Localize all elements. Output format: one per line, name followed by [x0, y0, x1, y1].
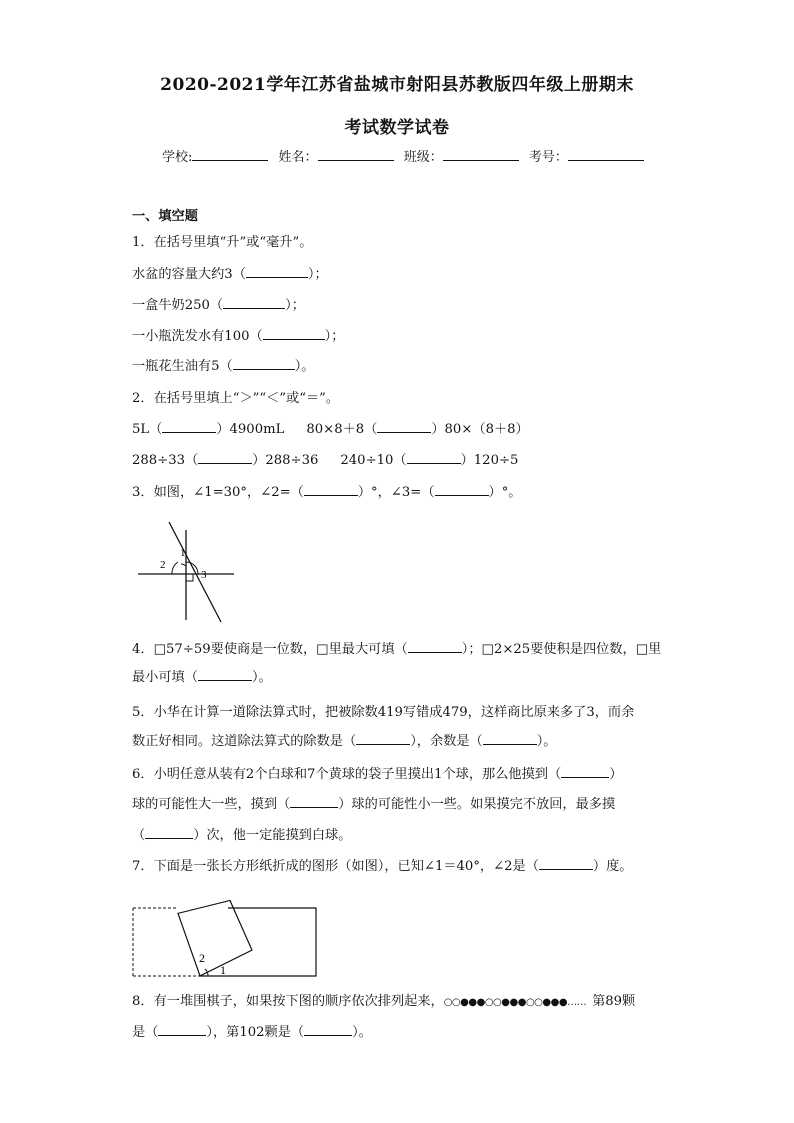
exam-title-line2: 考试数学试卷 [344, 118, 450, 138]
q1-item: 一小瓶洗发水有100（ ）； [132, 329, 345, 344]
q6-line3: （ ）次，他一定能摸到白球。 [132, 828, 352, 843]
q5-line2: 数正好相同。这道除法算式的除数是（ ），余数是（ ）。 [132, 734, 557, 749]
answer-blank[interactable] [561, 766, 609, 778]
angle-2-label: 2 [199, 951, 205, 965]
angle-3-label: 3 [201, 569, 207, 581]
school-blank[interactable] [192, 148, 268, 161]
student-info-row [162, 146, 650, 165]
answer-blank[interactable] [246, 266, 308, 278]
q8-line1: 8．有一堆围棋子，如果按下图的顺序依次排列起来，○○●●●○○●●●○○●●●…… 第89颗 [132, 994, 636, 1009]
answer-blank[interactable] [233, 358, 295, 370]
name-blank[interactable] [318, 148, 394, 161]
answer-blank[interactable] [263, 328, 325, 340]
angle-1-label: 1 [220, 963, 226, 977]
q6-line1: 6．小明任意从装有2个白球和7个黄球的袋子里摸出1个球，那么他摸到（ ） [132, 767, 623, 782]
exam-number-label: 考号： [528, 150, 568, 165]
answer-blank[interactable] [539, 858, 593, 870]
answer-blank[interactable] [223, 297, 285, 309]
q1-item: 一盒牛奶250（ ）； [132, 298, 305, 313]
q2-row: 5L（ ）4900mL 80×8＋8（ ）80×（8＋8） [132, 422, 529, 437]
answer-blank[interactable] [408, 641, 462, 653]
answer-blank[interactable] [435, 484, 489, 496]
answer-blank[interactable] [290, 796, 338, 808]
answer-blank[interactable] [483, 733, 537, 745]
exam-number-blank[interactable] [568, 148, 644, 161]
exam-title-line1: 2020-2021学年江苏省盐城市射阳县苏教版四年级上册期末 [160, 75, 634, 95]
name-label: 姓名： [278, 150, 318, 165]
answer-blank[interactable] [304, 1024, 352, 1036]
q6-line2: 球的可能性大一些，摸到（ ）球的可能性小一些。如果摸完不放回，最多摸 [132, 797, 616, 812]
q1-item: 水盆的容量大约3（ ）； [132, 267, 328, 282]
answer-blank[interactable] [198, 669, 252, 681]
q2-row: 288÷33（ ）288÷36 240÷10（ ）120÷5 [132, 453, 519, 468]
q1-item: 一瓶花生油有5（ ）。 [132, 359, 315, 374]
answer-blank[interactable] [158, 1024, 206, 1036]
q8-line2: 是（ ），第102颗是（ ）。 [132, 1025, 372, 1040]
q4-line1: 4．□57÷59要使商是一位数，□里最大可填（ ）；□2×25要使积是四位数，□里 [132, 642, 662, 657]
class-blank[interactable] [443, 148, 519, 161]
angle-2-label: 2 [160, 559, 166, 571]
angle-1-label: 1 [180, 547, 186, 559]
school-label: 学校: [162, 150, 193, 165]
answer-blank[interactable] [377, 421, 431, 433]
q5-line1: 5．小华在计算一道除法算式时，把被除数419写错成479，这样商比原来多了3，而余 [132, 705, 635, 720]
q2-stem: 2．在括号里填上“＞”“＜”或“＝”。 [132, 391, 340, 406]
q1-stem: 1．在括号里填“升”或“毫升”。 [132, 235, 313, 250]
class-label: 班级： [403, 150, 443, 165]
answer-blank[interactable] [356, 733, 410, 745]
q3-stem: 3．如图，∠1=30°，∠2=（ ）°，∠3=（ ）°。 [132, 485, 522, 500]
answer-blank[interactable] [145, 827, 193, 839]
angle-figure [130, 516, 240, 624]
bead-sequence: ○○●●●○○●●●○○●●●…… [443, 997, 587, 1008]
folded-paper-figure [130, 900, 320, 978]
answer-blank[interactable] [198, 452, 252, 464]
q4-line2: 最小可填（ ）。 [132, 670, 272, 685]
answer-blank[interactable] [162, 421, 216, 433]
answer-blank[interactable] [407, 452, 461, 464]
section-heading: 一、填空题 [132, 209, 198, 224]
answer-blank[interactable] [304, 484, 358, 496]
q7-stem: 7．下面是一张长方形纸折成的图形（如图），已知∠1＝40°，∠2是（ ）度。 [132, 859, 633, 874]
